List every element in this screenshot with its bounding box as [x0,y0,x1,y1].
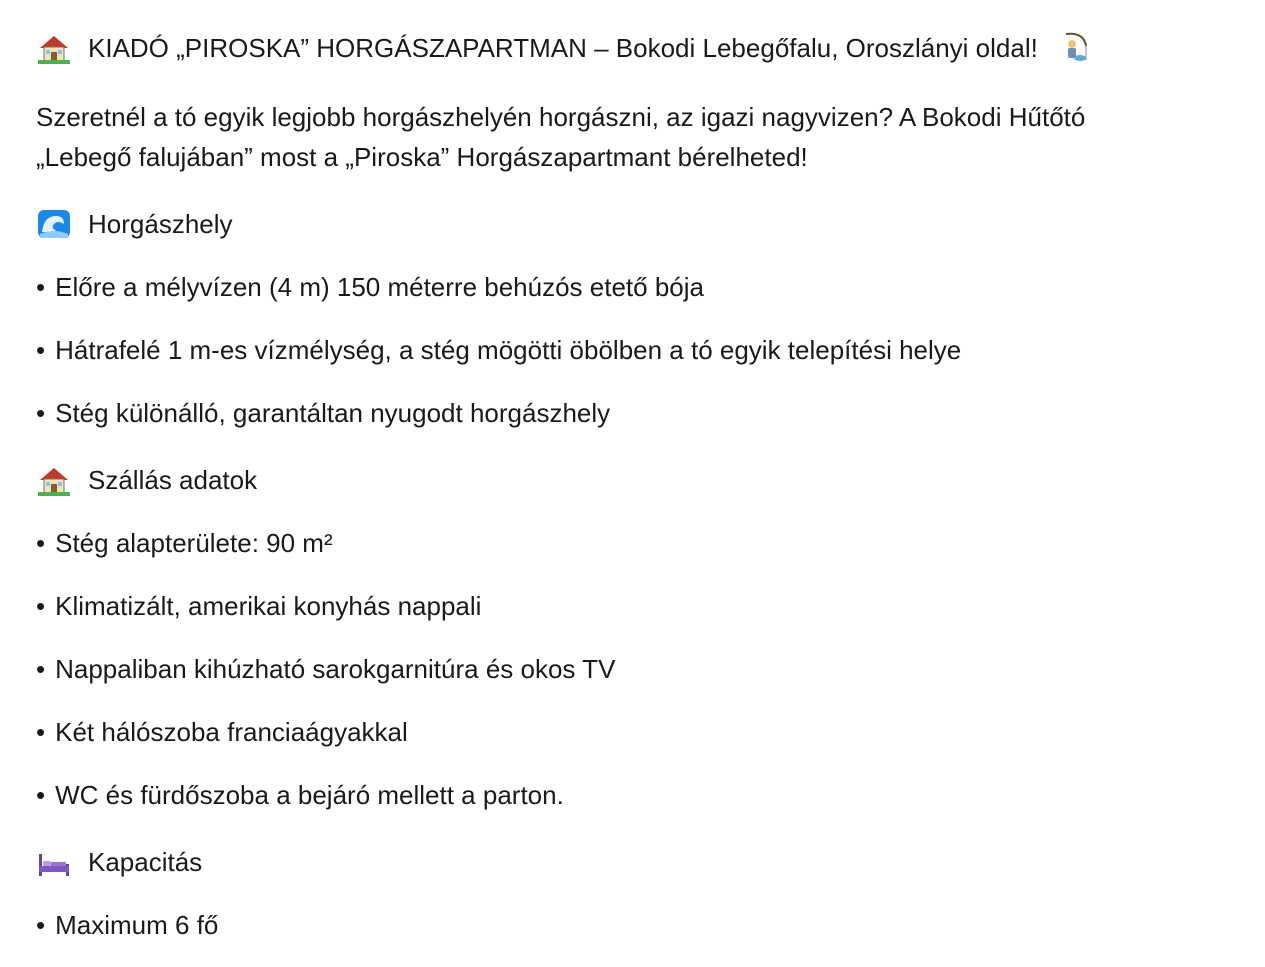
bullet: • [36,717,46,747]
bullet: • [36,654,46,684]
bullet: • [36,780,46,810]
bullet: • [36,335,46,365]
intro-line-2: „Lebegő falujában” most a „Piroska” Horgászapartmant bérelheted! [36,142,808,172]
intro-line-1: Szeretnél a tó egyik legjobb horgászhelyén horgászni, az igazi nagyvizen? A Bokodi Hűtőtó [36,102,1086,132]
list-item: • Stég alapterülete: 90 m² [36,523,333,563]
list-item: • WC és fürdőszoba a bejáró mellett a parton. [36,775,564,815]
bullet: • [36,398,46,428]
bullet: • [36,910,46,940]
bullet: • [36,528,46,558]
bullet: • [36,591,46,621]
fishing-person-icon [1058,30,1092,66]
section-heading-text: Kapacitás [88,847,203,877]
bed-icon [36,844,72,880]
section-heading-horgaszhely [36,204,233,244]
list-item: • Két hálószoba franciaágyakkal [36,712,408,752]
list-item: • Hátrafelé 1 m-es vízmélység, a stég mögötti öbölben a tó egyik telepítési helye [36,330,961,370]
bullet: • [36,272,46,302]
house-icon [36,462,72,498]
water-wave-icon [36,206,72,242]
section-heading-szallas-adatok [36,460,257,500]
list-item: • Klimatizált, amerikai konyhás nappali [36,586,481,626]
section-heading-text: Horgászhely [88,209,233,239]
list-item: • Előre a mélyvízen (4 m) 150 méterre behúzós etető bója [36,267,704,307]
list-item: • Nappaliban kihúzható sarokgarnitúra és okos TV [36,649,615,689]
list-item: • Stég különálló, garantáltan nyugodt horgászhely [36,393,610,433]
section-heading-kapacitas [36,842,202,882]
list-item: • Maximum 6 fő [36,905,218,945]
title-line [36,28,1092,68]
section-heading-text: Szállás adatok [88,465,258,495]
page-title: KIADÓ „PIROSKA” HORGÁSZAPARTMAN – Bokodi Lebegőfalu, Oroszlányi oldal! [88,33,1038,63]
house-icon [36,30,72,66]
